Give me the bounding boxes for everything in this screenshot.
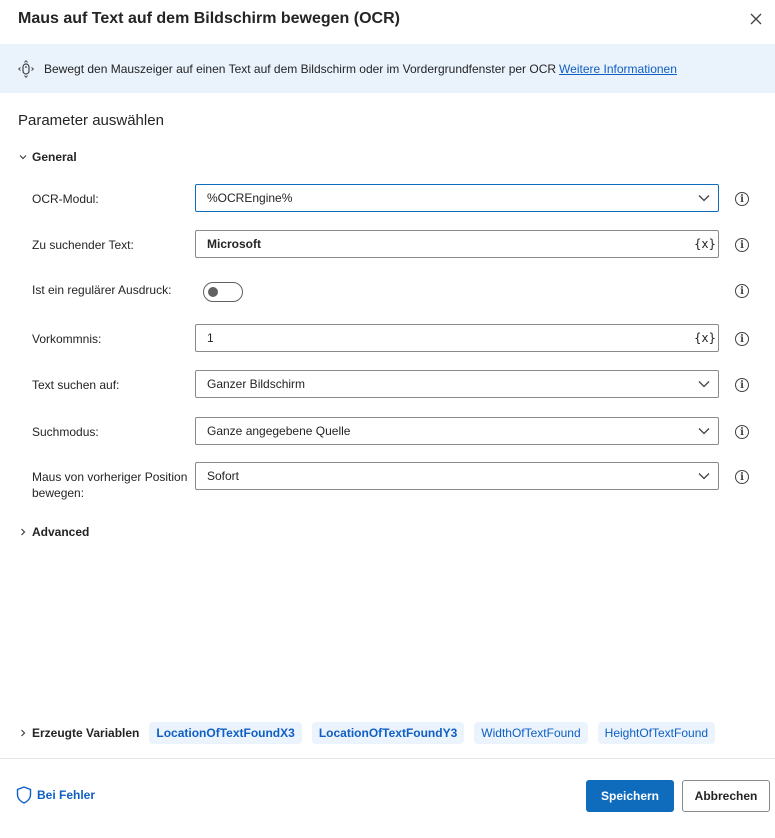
search-on-value: Ganzer Bildschirm <box>207 377 306 391</box>
search-mode-value: Ganze angegebene Quelle <box>207 424 351 438</box>
learn-more-link[interactable]: Weitere Informationen <box>559 61 677 76</box>
is-regex-toggle[interactable] <box>203 282 243 302</box>
variable-chip[interactable]: WidthOfTextFound <box>474 722 587 744</box>
group-general-toggle[interactable] <box>16 150 77 164</box>
text-to-find-info-icon[interactable]: i <box>735 238 749 252</box>
move-mouse-info-icon[interactable]: i <box>735 470 749 484</box>
is-regex-label: Ist ein regulärer Ausdruck: <box>32 283 172 297</box>
produced-variables-toggle[interactable] <box>16 726 139 740</box>
variable-chip[interactable]: LocationOfTextFoundY3 <box>312 722 464 744</box>
toggle-knob <box>208 287 218 297</box>
search-mode-label: Suchmodus: <box>32 425 99 439</box>
shield-icon <box>16 786 32 804</box>
chevron-right-icon <box>16 525 30 539</box>
variable-picker-button[interactable]: {x} <box>694 237 716 251</box>
chevron-down-icon <box>690 185 718 211</box>
occurrence-label: Vorkommnis: <box>32 332 102 346</box>
chevron-down-icon <box>690 418 718 444</box>
section-title: Parameter auswählen <box>18 112 164 129</box>
variable-chip[interactable]: LocationOfTextFoundX3 <box>149 722 301 744</box>
variable-chip[interactable]: HeightOfTextFound <box>598 722 715 744</box>
search-on-info-icon[interactable]: i <box>735 378 749 392</box>
is-regex-info-icon[interactable]: i <box>735 284 749 298</box>
chevron-down-icon <box>690 371 718 397</box>
footer-divider <box>0 758 775 759</box>
group-general-label: General <box>32 150 77 164</box>
move-mouse-value: Sofort <box>207 469 240 483</box>
banner-text: Bewegt den Mauszeiger auf einen Text auf dem Bildschirm oder im Vordergrundfenster per OCR <box>44 61 557 76</box>
search-mode-info-icon[interactable]: i <box>735 425 749 439</box>
variable-picker-button[interactable]: {x} <box>694 331 716 345</box>
search-on-dropdown[interactable] <box>195 370 719 398</box>
on-error-label: Bei Fehler <box>37 788 96 802</box>
produced-variables-label: Erzeugte Variablen <box>32 726 140 740</box>
on-error-button[interactable] <box>16 786 95 804</box>
move-mouse-dropdown[interactable] <box>195 462 719 490</box>
save-button[interactable]: Speichern <box>586 780 674 812</box>
occurrence-value: 1 <box>207 331 214 345</box>
search-on-label: Text suchen auf: <box>32 378 120 392</box>
chevron-down-icon <box>690 463 718 489</box>
group-advanced-label: Advanced <box>32 525 90 539</box>
text-to-find-value: Microsoft <box>207 237 261 251</box>
chevron-down-icon <box>16 150 30 164</box>
text-to-find-input[interactable] <box>195 230 719 258</box>
info-banner <box>0 44 775 93</box>
dialog-title: Maus auf Text auf dem Bildschirm bewegen (OCR) <box>18 10 400 27</box>
move-mouse-label: Maus von vorheriger Position bewegen: <box>32 470 188 500</box>
ocr-engine-dropdown[interactable] <box>195 184 719 212</box>
occurrence-input[interactable] <box>195 324 719 352</box>
mouse-move-icon <box>18 60 36 78</box>
close-icon <box>750 13 762 25</box>
ocr-engine-value: %OCREngine% <box>207 191 293 205</box>
occurrence-info-icon[interactable]: i <box>735 332 749 346</box>
group-advanced-toggle[interactable] <box>16 525 89 539</box>
chevron-right-icon <box>16 726 30 740</box>
produced-variables <box>16 721 725 745</box>
cancel-button[interactable]: Abbrechen <box>682 780 770 812</box>
ocr-engine-info-icon[interactable]: i <box>735 192 749 206</box>
text-to-find-label: Zu suchender Text: <box>32 238 134 252</box>
ocr-engine-label: OCR-Modul: <box>32 192 99 206</box>
close-button[interactable] <box>743 6 769 32</box>
search-mode-dropdown[interactable] <box>195 417 719 445</box>
